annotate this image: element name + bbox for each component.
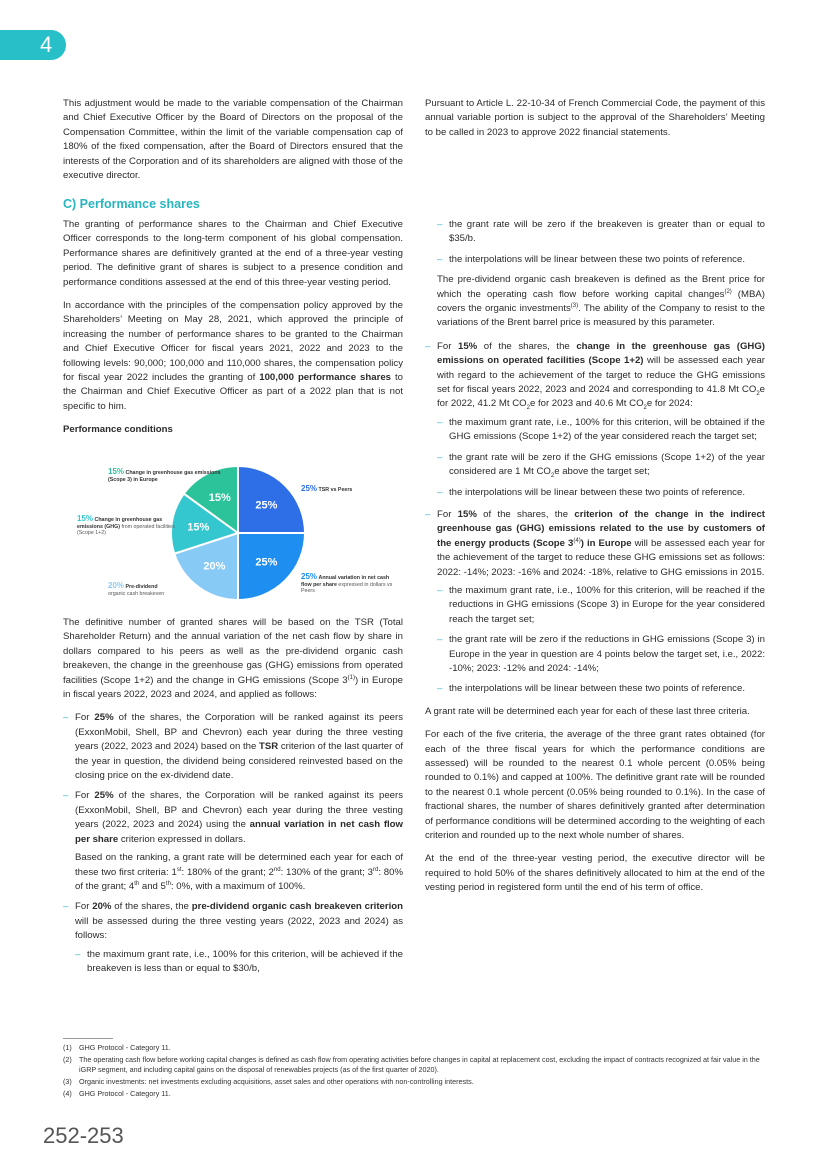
mba-paragraph: The pre-dividend organic cash breakeven is defined as the Brent price for which the operating cash flow before working capital changes$^{(2)}$ (MBA) covers the organic investments$^{(3)}$. The ability of the Company to resist to the variations of the Brent barrel price is measured by this parameter. [437, 274, 765, 329]
left-column-lower [63, 616, 403, 984]
compensation-policy-paragraph: In accordance with the principles of the compensation policy approved by the Shareholders’ Meeting on May 28, 2021, which approved the principle of increasing the number of performance shares to be granted to the Chairman and Chief Executive Officer for fiscal years 2021, 2022 and 2023 to the following levels: 90,000; 100,000 and 110,000 shares, the compensation policy for fiscal year 2022 includes the granting of 100,000 performance shares to the Chairman and Chief Executive Officer as part of a 2022 plan that is not specific to him. [63, 300, 404, 412]
criterion-tsr: – For 25% of the shares, the Corporation will be ranked against its peers (ExxonMobil, Shell, BP and Chevron) each year during the three vesting years (2022, 2023 and 2024) based on the TSR criterion of the last quarter of the year in question, the dividend being considered reinvested based on the closing price on the ex-dividend date. [63, 711, 403, 783]
adjustment-paragraph: This adjustment would be made to the variable compensation of the Chairman and Chief Executive Officer by the Board of Directors on the proposal of the Compensation Committee, within the limit of the variable compensation cap of 180% of the fixed compensation, after the Board of Directors ensured that the interests of the Corporation and of its shareholders are aligned with those of the executive director. [63, 98, 403, 182]
criterion-cash-flow: – For 25% of the shares, the Corporation will be ranked against its peers (ExxonMobil, Shell, BP and Chevron) each year during the three vesting years (2022, 2023 and 2024) using the annual variation in net cash flow per share criterion expressed in dollars. Based on the ranking, a grant rate will be determined each year for each of these two first criteria: 1st: 180% of the grant; 2nd: 130% of the grant; 3rd: 80% of the grant; 4th and 5th: 0%, with a maximum of 100%. [63, 789, 403, 894]
chapter-number: 4 [40, 32, 53, 57]
top-left-column [63, 97, 403, 192]
section-title: C) Performance shares [63, 197, 200, 211]
performance-conditions-heading: Performance conditions [63, 424, 173, 436]
footnote-3: (3) Organic investments: net investments excluding acquisitions, asset sales and other operations with non-controlling interests. [63, 1077, 474, 1086]
footnote-4: (4) GHG Protocol - Category 11. [63, 1089, 171, 1098]
callout-scope3: 15% Change in greenhouse gas emissions (Scope 3) in Europe [108, 467, 221, 483]
criterion-ghg-scope12: – For 15% of the shares, the change in the greenhouse gas (GHG) emissions on operated facilities (Scope 1+2) will be assessed each year with regard to the achievement of the target to reduce the GHG emissions set for fiscal years 2022, 2023 and 2024 and corresponding to 41.8 Mt $CO_2e$ for 2022, 41.2 Mt $CO_2e$ for 2023 and 40.6 Mt $CO_2e$ for 2024: – the maximum grant rate, i.e., 100% for this criterion, will be obtained if the GHG emissions (Scope 1+2) of the year considered reach the target set; – the grant rate will be zero if the GHG emissions (Scope 1+2) of the year considered are 1 Mt $CO_2e$ above the target set; – the interpolations will be linear between these two points of reference. [425, 340, 765, 500]
breakeven-interpolation: – the interpolations will be linear between these two points of reference. [437, 253, 765, 267]
criterion-ghg-scope3: – For 15% of the shares, the criterion of the change in the indirect greenhouse gas (GHG) emissions related to the use by customers of the energy products (Scope 3$^{(4)}$) in Europe will be assessed each year for the achievement of the target to reduce these GHG emissions set as follows: 2022: -14%; 2023: -16% and 2024: -18%, relative to GHG emissions in 2015. – the maximum grant rate, i.e., 100% for this criterion, will be reached if the reductions in GHG emissions (Scope 3) in Europe for the year considered reach the target set; – the grant rate will be zero if the reductions in GHG emissions (Scope 3) in Europe in the year in question are 4 points below the target set, i.e., 2022: -10%; 2023: -12% and 2024: -14%; – the interpolations will be linear between these two points of reference. [425, 508, 765, 697]
callout-breakeven: 20% Pre-dividend organic cash breakeven [108, 581, 165, 597]
top-right-column [425, 97, 765, 149]
right-column-lower [425, 218, 765, 905]
pie-slice-label-0: 25% [255, 499, 278, 512]
footnote-2: (2) The operating cash flow before working capital changes is defined as cash flow from operating activities before changes in capital at replacement cost, excluding the impact of contracts recognized at fair value in the iGRP segment, and including capital gains on the disposal of renewables projects (as of the first quarter of 2020). [63, 1055, 760, 1074]
chapter-tab [0, 30, 66, 60]
scope12-max-rate: – the maximum grant rate, i.e., 100% for this criterion, will be obtained if the GHG emissions (Scope 1+2) of the year considered reach the target set; [437, 416, 765, 445]
page-numbers: 252-253 [43, 1123, 124, 1148]
breakeven-max-rate: – the maximum grant rate, i.e., 100% for this criterion, will be achieved if the breakeven is less than or equal to $30/b, [75, 948, 403, 977]
footnotes [63, 1038, 763, 1101]
callout-scope12: 15% Change in greenhouse gas emissions (GHG) from operated facilities (Scope 1+2) [77, 514, 175, 537]
footnote-rule [63, 1038, 113, 1039]
grant-rate-paragraph: A grant rate will be determined each year for each of these last three criteria. [425, 705, 750, 717]
definitive-number-paragraph: The definitive number of granted shares will be based on the TSR (Total Shareholder Return) and the annual variation of the net cash flow by share in dollars compared to his peers as well as the pre-dividend organic cash breakeven, the change in the greenhouse gas (GHG) emissions from operated facilities (Scope 1+2) and the change in GHG emissions (Scope 3$^{(1)}$) in Europe in fiscal years 2022, 2023 and 2024, and applied as follows: [63, 617, 403, 701]
callout-cashflow: 25% Annual variation in net cash flow per share expressed in dollars vs Peers [301, 572, 393, 595]
callout-tsr: 25% TSR vs Peers [301, 484, 353, 493]
footnote-1: (1) GHG Protocol - Category 11. [63, 1043, 171, 1052]
approval-paragraph: Pursuant to Article L. 22-10-34 of French Commercial Code, the payment of this annual variable portion is subject to the approval of the Shareholders’ Meeting to be called in 2023 to approve 2022 financial statements. [425, 98, 765, 138]
criteria-list [63, 711, 403, 976]
pie-slice-label-2: 20% [203, 560, 226, 573]
performance-shares-intro: The granting of performance shares to the Chairman and Chief Executive Officer corresponds to the long-term component of his global compensation. Performance shares are definitively granted at the end of a three-year vesting period. The definitive grant of shares is subject to a presence condition and performance conditions assessed at the end of this three-year vesting period. [63, 219, 403, 288]
scope3-max-rate: – the maximum grant rate, i.e., 100% for this criterion, will be reached if the reductions in GHG emissions (Scope 3) in Europe for the year considered reach the target set; [437, 584, 765, 627]
breakeven-zero-rate: – the grant rate will be zero if the breakeven is greater than or equal to $35/b. [437, 218, 765, 247]
pie-slice-label-1: 25% [255, 556, 278, 569]
performance-conditions-chart [63, 455, 403, 615]
holding-paragraph: At the end of the three-year vesting period, the executive director will be required to hold 50% of the shares definitively allocated to him at the end of the vesting period in registered form until the end of his term of office. [425, 853, 765, 894]
criterion-breakeven: – For 20% of the shares, the pre-dividend organic cash breakeven criterion will be assessed during the three vesting years (2022, 2023 and 2024) as follows: – the maximum grant rate, i.e., 100% for this criterion, will be achieved if the breakeven is less than or equal to $30/b, [63, 900, 403, 976]
scope12-zero-rate: – the grant rate will be zero if the GHG emissions (Scope 1+2) of the year considered are 1 Mt $CO_2e$ above the target set; [437, 451, 765, 480]
scope3-interpolation: – the interpolations will be linear between these two points of reference. [437, 682, 765, 696]
left-column-upper [63, 218, 403, 447]
pie-slice-label-4: 15% [208, 492, 231, 505]
scope12-interpolation: – the interpolations will be linear between these two points of reference. [437, 486, 765, 500]
pie-slice-label-3: 15% [187, 521, 210, 534]
scope3-zero-rate: – the grant rate will be zero if the reductions in GHG emissions (Scope 3) in Europe in the year in question are 4 points below the target set, i.e., 2022: -10%; 2023: -12% and 2024: -14%; [437, 633, 765, 676]
ranking-paragraph: Based on the ranking, a grant rate will be determined each year for each of these two first criteria: 1st: 180% of the grant; 2nd: 130% of the grant; 3rd: 80% of the grant; 4th and 5th: 0%, with a maximum of 100%. [75, 852, 403, 892]
average-rate-paragraph: For each of the five criteria, the average of the three grant rates obtained (for each of the three fiscal years for which the performance conditions are assessed) will be rounded to the nearest 0.1 whole percent (0.05% being rounded to 0.1%) and capped at 100%. The definitive grant rate will be rounded to the nearest 0.1 whole percent (0.05% being rounded to 0.1%). In the case of fractional shares, the number of shares definitively granted after determination of performance conditions will be determined according to the weighting of each criterion and rounded up to the next whole number of shares. [425, 729, 765, 842]
